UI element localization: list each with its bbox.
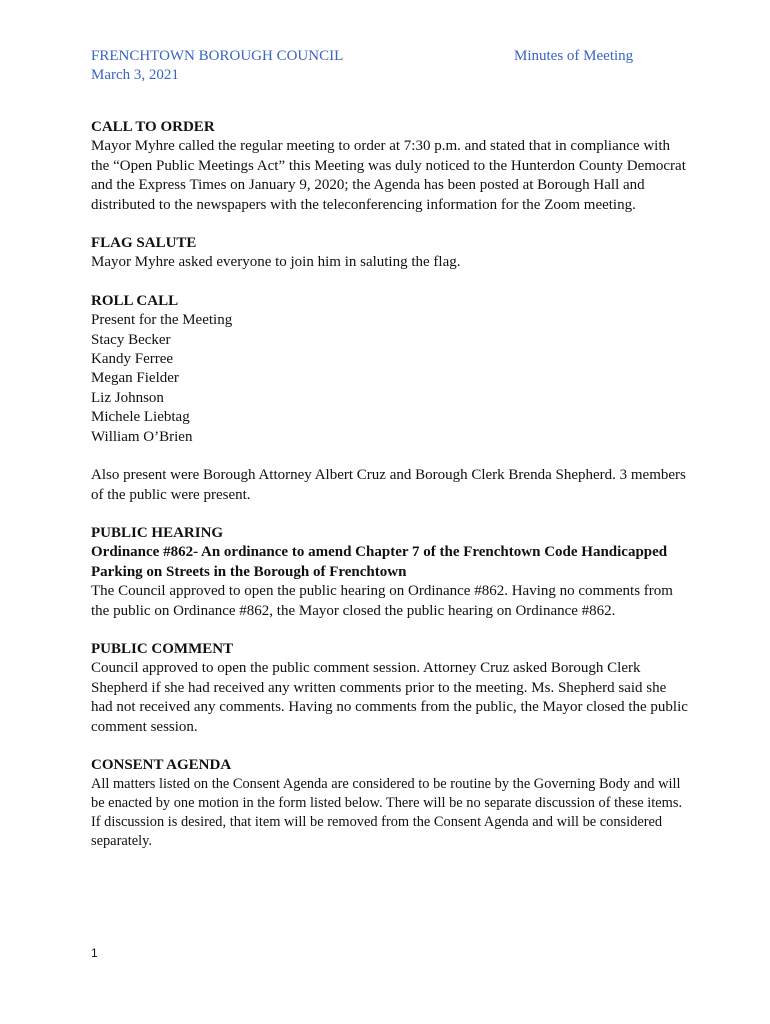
section-flag-salute (91, 234, 691, 273)
member-name: Kandy Ferree (91, 351, 174, 368)
roll-call-intro: Present for the Meeting (91, 312, 233, 329)
section-roll-call (91, 292, 691, 447)
organization-name: FRENCHTOWN BOROUGH COUNCIL (91, 48, 344, 64)
member-name: Liz Johnson (91, 389, 164, 406)
page-number: 1 (91, 946, 98, 960)
member-name: William O’Brien (91, 428, 193, 445)
section-public-hearing (91, 524, 691, 621)
section-call-to-order (91, 118, 691, 215)
section-heading: FLAG SALUTE (91, 235, 197, 252)
section-text: Mayor Myhre called the regular meeting to order at 7:30 p.m. and stated that in compliance with the “Open Public Meetings Act” this Meeting was duly noticed to the Hunterdon County Democrat and the Express Times on January 9, 2020; the Agenda has been posted at Borough Hall and distributed to the newspapers with the teleconferencing information for the Zoom meeting. (91, 138, 686, 213)
section-heading: PUBLIC COMMENT (91, 640, 234, 657)
section-public-comment (91, 640, 691, 737)
section-text: Mayor Myhre asked everyone to join him in saluting the flag. (91, 254, 461, 271)
section-text: All matters listed on the Consent Agenda are considered to be routine by the Governing Body and will be enacted by one motion in the form listed below. There will be no separate discussion of these items. If discussion is desired, that item will be removed from the Consent Agenda and will be considered separately. (91, 776, 683, 850)
member-list (91, 331, 691, 447)
member-name: Megan Fielder (91, 370, 179, 387)
section-consent-agenda (91, 756, 691, 851)
member-name: Michele Liebtag (91, 409, 190, 426)
ordinance-title: Ordinance #862- An ordinance to amend Chapter 7 of the Frenchtown Code Handicapped Parking on Streets in the Borough of Frenchtown (91, 544, 668, 580)
also-present-text: Also present were Borough Attorney Albert Cruz and Borough Clerk Brenda Shepherd. 3 members of the public were present. (91, 467, 686, 503)
section-heading: ROLL CALL (91, 292, 179, 309)
section-also-present (91, 466, 691, 505)
section-text: Council approved to open the public comment session. Attorney Cruz asked Borough Clerk Shepherd if she had received any written comments prior to the meeting. Ms. Shepherd said she had not received any comments. Having no comments from the public, the Mayor closed the public comment session. (91, 660, 688, 735)
section-heading: PUBLIC HEARING (91, 524, 224, 541)
section-heading: CONSENT AGENDA (91, 756, 232, 773)
meeting-date: March 3, 2021 (91, 67, 179, 83)
member-name: Stacy Becker (91, 331, 171, 348)
section-heading: CALL TO ORDER (91, 119, 215, 135)
section-text: The Council approved to open the public hearing on Ordinance #862. Having no comments from the public on Ordinance #862, the Mayor closed the public hearing on Ordinance #862. (91, 583, 673, 619)
minutes-body (91, 118, 691, 870)
document-type: Minutes of Meeting (514, 48, 634, 64)
